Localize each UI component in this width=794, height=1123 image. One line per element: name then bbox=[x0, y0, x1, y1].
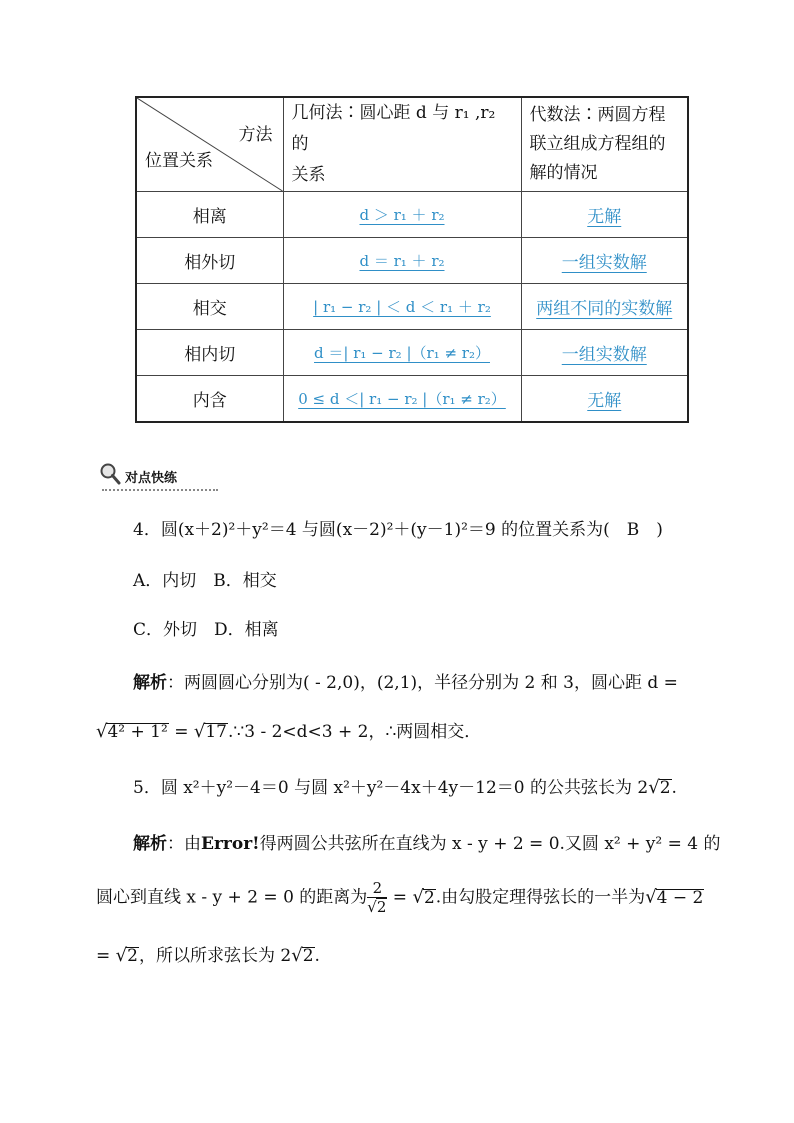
algebraic-cell bbox=[521, 376, 688, 422]
equals-text: = bbox=[96, 946, 116, 966]
section-divider bbox=[102, 489, 218, 491]
sqrt-icon: √ bbox=[412, 886, 424, 908]
algebraic-method-header bbox=[521, 97, 688, 192]
table-header-row bbox=[136, 97, 688, 192]
geometric-header-line-1: 几何法∶圆心距 d 与 r₁ ,r₂ 的 bbox=[291, 103, 496, 154]
radicand: 2 bbox=[659, 778, 671, 798]
table-row bbox=[136, 238, 688, 284]
q4-options-ab: A．内切 B．相交 bbox=[133, 571, 277, 591]
algebraic-cell bbox=[521, 284, 688, 330]
analysis-text: .∵3 - 2<d<3 + 2，∴两圆相交． bbox=[228, 722, 482, 742]
analysis-text: .由勾股定理得弦长的一半为 bbox=[435, 887, 646, 908]
radicand: 4² + 1² bbox=[107, 722, 168, 742]
corner-relation-label: 位置关系 bbox=[145, 151, 213, 171]
sqrt-icon: √ bbox=[115, 945, 128, 966]
analysis-text: 得两圆公共弦所在直线为 x - y + 2 = 0.又圆 x² + y² = 4 的 bbox=[259, 834, 721, 854]
radicand: 2 bbox=[376, 898, 387, 916]
analysis-text: ，所以所求弦长为 2 bbox=[138, 946, 292, 966]
algebraic-answer: 一组实数解 bbox=[561, 345, 647, 365]
radicand: 2 bbox=[423, 887, 435, 908]
algebraic-cell bbox=[521, 330, 688, 376]
q5-analysis-line-1 bbox=[133, 829, 720, 854]
magnifier-icon bbox=[98, 462, 122, 486]
analysis-text: ：由 bbox=[167, 834, 201, 854]
algebraic-cell bbox=[521, 192, 688, 238]
fraction bbox=[367, 880, 387, 916]
geometric-cell bbox=[283, 376, 521, 422]
equals-text: = bbox=[168, 722, 194, 742]
table-row bbox=[136, 284, 688, 330]
relation-cell: 相离 bbox=[136, 192, 283, 238]
q5-stem-text: 5．圆 x²＋y²－4＝0 与圆 x²＋y²－4x＋4y－12＝0 的公共弦长为 2 bbox=[133, 778, 649, 798]
error-text: Error! bbox=[201, 834, 260, 854]
sqrt-icon: √ bbox=[291, 945, 303, 966]
geometric-answer: 0 ≤ d ＜| r₁ − r₂ |（r₁ ≠ r₂） bbox=[298, 389, 506, 408]
geometric-answer: d ＝ r₁ ＋ r₂ bbox=[359, 252, 445, 270]
q4-analysis-line-1 bbox=[133, 668, 678, 693]
algebraic-answer: 无解 bbox=[587, 207, 622, 227]
analysis-text: 圆心到直线 x - y + 2 = 0 的距离为 bbox=[96, 887, 368, 908]
geometric-cell bbox=[283, 330, 521, 376]
sqrt-icon: √ bbox=[648, 777, 660, 798]
sqrt-icon: √ bbox=[645, 886, 657, 908]
relation-cell: 相内切 bbox=[136, 330, 283, 376]
radicand: 17 bbox=[205, 722, 227, 742]
q5-stem bbox=[133, 773, 677, 798]
algebraic-answer: 一组实数解 bbox=[561, 253, 647, 273]
q4-analysis-line-2 bbox=[96, 717, 481, 742]
sqrt-icon: √ bbox=[96, 721, 108, 742]
table-row bbox=[136, 376, 688, 422]
fraction-numerator: 2 bbox=[367, 880, 387, 898]
analysis-label: 解析 bbox=[133, 834, 167, 854]
table-row bbox=[136, 192, 688, 238]
fraction-denominator bbox=[367, 898, 387, 916]
q5-analysis-line-2 bbox=[96, 880, 704, 916]
algebraic-answer: 无解 bbox=[587, 390, 622, 411]
algebraic-header-line-2: 联立组成方程组的 bbox=[529, 134, 666, 154]
section-label: 对点快练 bbox=[125, 471, 178, 486]
corner-cell bbox=[136, 97, 283, 192]
q5-analysis-line-3 bbox=[96, 941, 320, 966]
geometric-cell bbox=[283, 192, 521, 238]
position-relation-table bbox=[135, 96, 689, 423]
relation-cell: 相外切 bbox=[136, 238, 283, 284]
q4-options-cd: C．外切 D．相离 bbox=[133, 620, 279, 640]
period-text: . bbox=[671, 778, 677, 798]
sqrt-icon: √ bbox=[367, 898, 377, 916]
period-text: . bbox=[314, 946, 320, 966]
analysis-text: ：两圆圆心分别为( - 2,0)，(2,1)，半径分别为 2 和 3，圆心距 d = bbox=[167, 673, 678, 693]
geometric-method-header bbox=[283, 97, 521, 192]
radicand: 2 bbox=[302, 946, 314, 966]
geometric-answer: d ＞ r₁ ＋ r₂ bbox=[359, 206, 445, 224]
analysis-label: 解析 bbox=[133, 673, 167, 693]
algebraic-header-line-1: 代数法∶两圆方程 bbox=[529, 105, 666, 125]
relation-cell: 内含 bbox=[136, 376, 283, 422]
geometric-cell bbox=[283, 238, 521, 284]
geometric-answer: | r₁ − r₂ | ＜ d ＜ r₁ ＋ r₂ bbox=[313, 298, 491, 316]
radicand: 4 − 2 bbox=[656, 887, 704, 908]
geometric-answer: d ＝| r₁ − r₂ |（r₁ ≠ r₂） bbox=[314, 344, 490, 362]
radicand: 2 bbox=[127, 946, 138, 966]
equals-text: = bbox=[387, 887, 413, 908]
table-row bbox=[136, 330, 688, 376]
corner-method-label: 方法 bbox=[238, 125, 273, 145]
q4-stem: 4．圆(x＋2)²＋y²＝4 与圆(x－2)²＋(y－1)²＝9 的位置关系为( B ) bbox=[133, 520, 663, 540]
algebraic-cell bbox=[521, 238, 688, 284]
sqrt-icon: √ bbox=[193, 721, 206, 742]
relation-cell: 相交 bbox=[136, 284, 283, 330]
algebraic-answer: 两组不同的实数解 bbox=[536, 299, 673, 319]
algebraic-header-line-3: 解的情况 bbox=[529, 163, 598, 183]
geometric-cell bbox=[283, 284, 521, 330]
geometric-header-line-2: 关系 bbox=[291, 165, 326, 185]
